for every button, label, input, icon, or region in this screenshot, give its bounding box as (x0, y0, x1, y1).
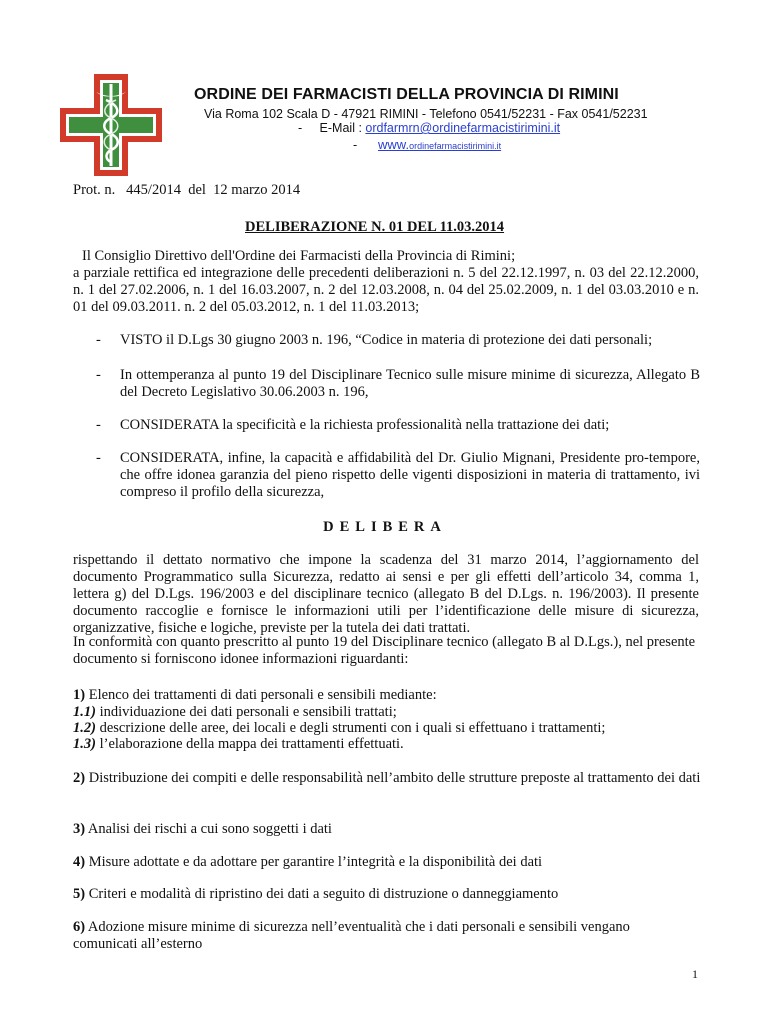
item-1 (73, 687, 437, 704)
item-text: individuazione dei dati personali e sensibili trattati; (95, 704, 397, 720)
order-logo (56, 70, 166, 180)
protocol-number: Prot. n. 445/2014 del 12 marzo 2014 (73, 182, 301, 198)
item-3 (73, 821, 332, 838)
deliberation-title: DELIBERAZIONE N. 01 DEL 11.03.2014 (245, 219, 505, 235)
email-line (298, 121, 560, 135)
item-number: 1.3) (73, 736, 96, 752)
item-1-2 (73, 720, 605, 737)
item-text: Distribuzione dei compiti e delle responsabilità nell’ambito delle strutture preposte al trattamento dei dati (85, 770, 701, 786)
organization-title: ORDINE DEI FARMACISTI DELLA PROVINCIA DI RIMINI (194, 86, 619, 103)
item-1-3 (73, 736, 404, 753)
item-number: 1) (73, 687, 86, 703)
item-5 (73, 886, 558, 903)
email-dash: - (298, 121, 303, 135)
website-dash: - (353, 138, 358, 152)
item-text: Elenco dei trattamenti di dati personali e sensibili mediante: (85, 687, 437, 703)
item-4 (73, 854, 542, 871)
item-number: 2) (73, 770, 86, 786)
bullet-dash: - (96, 450, 101, 466)
website-link[interactable] (378, 138, 501, 152)
email-label: E-Mail : (319, 121, 366, 135)
item-number: 6) (73, 919, 86, 935)
item-6 (73, 919, 693, 953)
item-text: Analisi dei rischi a cui sono soggetti i dati (85, 821, 332, 837)
item-text: l’elaborazione della mappa dei trattamenti effettuati. (95, 736, 404, 752)
green-cross-caduceus-icon (56, 70, 166, 180)
item-number: 3) (73, 821, 86, 837)
bullet-dash: - (96, 417, 101, 433)
item-text: descrizione delle aree, dei locali e degli strumenti con i quali si effettuano i trattamenti; (95, 720, 606, 736)
item-2 (73, 770, 701, 787)
bullet-visto: VISTO il D.Lgs 30 giugno 2003 n. 196, “Codice in materia di protezione dei dati personali; (120, 332, 653, 348)
item-number: 1.2) (73, 720, 96, 736)
email-link[interactable]: ordfarmrn@ordinefarmacistirimini.it (365, 121, 561, 135)
bullet-ottemperanza: In ottemperanza al punto 19 del Disciplinare Tecnico sulle misure minime di sicurezza, Allegato B del Decreto Legislativo 30.06.2003 n. 196, (120, 367, 700, 400)
address-line: Via Roma 102 Scala D - 47921 RIMINI - Telefono 0541/52231 - Fax 0541/52231 (204, 107, 648, 121)
website-domain: ordinefarmacistirimini.it (409, 141, 502, 151)
delibera-heading: DELIBERA (323, 519, 447, 535)
item-1-1 (73, 704, 397, 721)
body-paragraph-2: In conformità con quanto prescritto al punto 19 del Disciplinare tecnico (allegato B al D.Lgs.), nel presente documento si forniscono idonee informazioni riguardanti: (73, 634, 696, 667)
item-number: 5) (73, 886, 86, 902)
intro-rectification: a parziale rettifica ed integrazione delle precedenti deliberazioni n. 5 del 22.12.1997, n. 03 del 22.12.2000, n. 1 del 27.02.2006, n. 1 del 16.03.2007, n. 2 del 12.03.2008, n. 04 del 25.02.2009, n. 1 del 03.03.2010 e n. 01 del 09.03.2011. n. 2 del 05.03.2012, n. 1 del 11.03.2013; (73, 265, 699, 315)
item-text: Misure adottate e da adottare per garantire l’integrità e la disponibilità dei dati (85, 854, 543, 870)
item-text: Criteri e modalità di ripristino dei dati a seguito di distruzione o danneggiamento (85, 886, 559, 902)
bullet-considerata-2: CONSIDERATA, infine, la capacità e affidabilità del Dr. Giulio Mignani, Presidente pro-tempore, che offre idonea garanzia del pieno rispetto delle vigenti disposizioni in materia di trattamento, ivi compreso il profilo della sicurezza, (120, 450, 700, 500)
item-text: Adozione misure minime di sicurezza nell’eventualità che i dati personali e sensibili vengano comunicati all’esterno (73, 919, 630, 952)
website-line (353, 137, 501, 152)
intro-council: Il Consiglio Direttivo dell'Ordine dei Farmacisti della Provincia di Rimini; (82, 248, 516, 264)
item-number: 1.1) (73, 704, 96, 720)
page-number: 1 (692, 967, 698, 981)
bullet-dash: - (96, 367, 101, 383)
body-paragraph-1: rispettando il dettato normativo che impone la scadenza del 31 marzo 2014, l’aggiornamento del documento Programmatico sulla Sicurezza, redatto ai sensi e per gli effetti dell’articolo 34, comma 1, lettera g) del D.Lgs. 196/2003 e del disciplinare tecnico (allegato B del D.Lgs. n. 196/2003). Il presente documento raccoglie e fornisce le informazioni utili per l’identificazione delle misure di sicurezza, organizzative, fisiche e logiche, previste per la tutela dei dati trattati. (73, 552, 699, 636)
item-number: 4) (73, 854, 86, 870)
website-prefix: www. (378, 137, 410, 152)
bullet-considerata-1: CONSIDERATA la specificità e la richiesta professionalità nella trattazione dei dati; (120, 417, 610, 433)
bullet-dash: - (96, 332, 101, 348)
